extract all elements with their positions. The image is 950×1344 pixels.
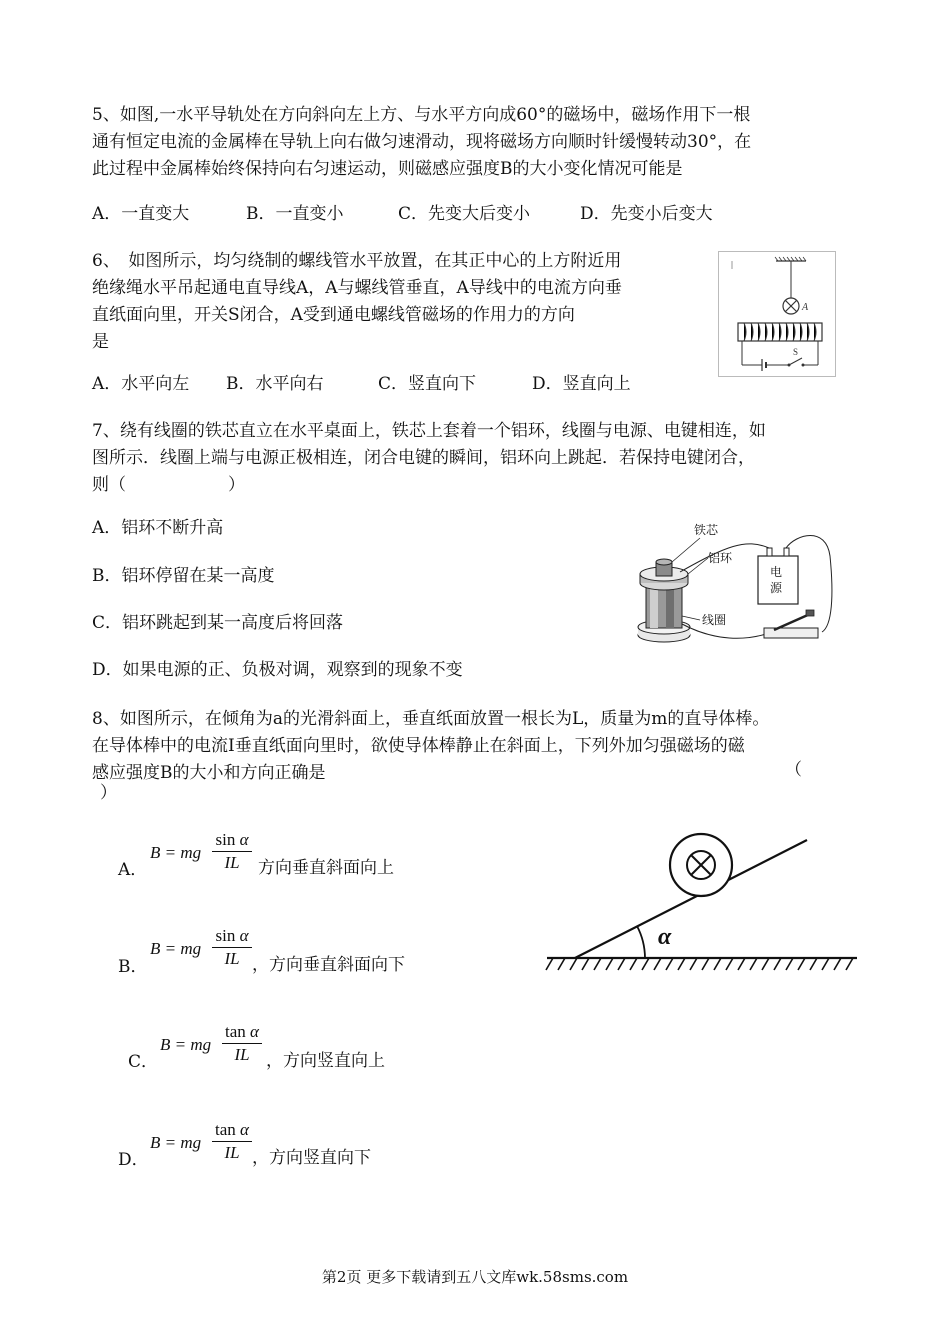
- angle-label: α: [658, 924, 672, 950]
- question-7-option-a: A．铝环不断升高: [92, 518, 224, 538]
- question-8-paren-close: ）: [100, 783, 117, 803]
- question-8-option-c-text: ，方向竖直向上: [266, 1051, 385, 1071]
- question-6-line: 6、 如图所示，均匀绕制的螺线管水平放置，在其正中心的上方附近用: [92, 251, 622, 271]
- solenoid-diagram: [718, 251, 836, 377]
- formula-den: IL: [234, 1045, 250, 1064]
- question-8-line: 8、如图所示，在倾角为a的光滑斜面上，垂直纸面放置一根长为L，质量为m的直导体棒。: [92, 709, 770, 729]
- question-8-option-c-letter: C．: [128, 1052, 159, 1072]
- formula-den: IL: [224, 1143, 240, 1162]
- question-5-option-c: C．先变大后变小: [398, 204, 531, 224]
- question-5-option-d: D．先变小后变大: [580, 204, 713, 224]
- formula-var: α: [239, 830, 249, 849]
- question-8-option-b-text: ，方向垂直斜面向下: [252, 955, 405, 975]
- ring-label: 铝环: [708, 551, 733, 565]
- question-7-line: 则（ ）: [92, 475, 245, 495]
- iron-core-label: 铁芯: [694, 523, 719, 537]
- question-6-line: 绝缘绳水平吊起通电直导线A，A与螺线管垂直，A导线中的电流方向垂: [92, 278, 622, 298]
- question-6-option-b: B．水平向右: [226, 374, 324, 394]
- coil-label: 线圈: [702, 613, 727, 627]
- power-source-icon: [758, 556, 798, 604]
- question-6-line: 是: [92, 332, 109, 352]
- incline-figure: [545, 822, 860, 974]
- question-8-line: 在导体棒中的电流I垂直纸面向里时，欲使导体棒静止在斜面上，下列外加匀强磁场的磁: [92, 736, 745, 756]
- question-7-option-c: C．铝环跳起到某一高度后将回落: [92, 613, 344, 633]
- question-8-stem: [92, 706, 769, 787]
- ground-hatching: [546, 958, 853, 970]
- angle-arc: [637, 926, 645, 958]
- formula-var: α: [239, 926, 249, 945]
- question-8-option-d-text: ，方向竖直向下: [252, 1148, 371, 1168]
- formula-fn: sin: [215, 830, 236, 849]
- question-7-line: 图所示．线圈上端与电源正极相连，闭合电键的瞬间，铝环向上跳起．若保持电键闭合，: [92, 448, 755, 468]
- coil-ring-figure: [636, 516, 841, 650]
- formula-fn: tan: [225, 1022, 246, 1041]
- question-8-line: 感应强度B的大小和方向正确是: [92, 763, 326, 783]
- formula-den: IL: [224, 853, 240, 872]
- formula-den: IL: [224, 949, 240, 968]
- question-6-option-c: C．竖直向下: [378, 374, 477, 394]
- coil-ring-diagram: [636, 516, 841, 650]
- question-5-stem: [92, 102, 751, 183]
- page-footer: 第2页 更多下载请到五八文库wk.58sms.com: [321, 1268, 629, 1286]
- formula-var: α: [240, 1120, 249, 1139]
- question-5-option-b: B．一直变小: [246, 204, 344, 224]
- question-8-option-d-formula: [150, 1120, 260, 1170]
- formula-lhs: B = mg: [160, 1035, 212, 1054]
- formula-var: α: [250, 1022, 259, 1041]
- question-8-option-c-formula: [160, 1022, 270, 1072]
- question-5-line: 此过程中金属棒始终保持向右匀速运动，则磁感应强度B的大小变化情况可能是: [92, 159, 683, 179]
- formula-fn: sin: [215, 926, 236, 945]
- question-8-paren-open: （: [785, 760, 802, 780]
- question-8-option-b-formula: [150, 926, 260, 976]
- question-6-stem: [92, 248, 622, 356]
- question-5-line: 5、如图,一水平导轨处在方向斜向左上方、与水平方向成60°的磁场中，磁场作用下一根: [92, 105, 751, 125]
- incline-diagram: [545, 822, 860, 974]
- switch-label: S: [793, 347, 799, 357]
- question-7-option-b: B．铝环停留在某一高度: [92, 566, 275, 586]
- question-7-option-d: D．如果电源的正、负极对调，观察到的现象不变: [92, 660, 463, 680]
- formula-lhs: B = mg: [150, 939, 202, 958]
- question-7-stem: [92, 418, 766, 499]
- question-5-line: 通有恒定电流的金属棒在导轨上向右做匀速滑动，现将磁场方向顺时针缓慢转动30°，在: [92, 132, 752, 152]
- question-8-option-a-formula: [150, 830, 260, 880]
- question-5-option-a: A．一直变大: [92, 204, 190, 224]
- formula-lhs: B = mg: [150, 1133, 202, 1152]
- question-7-line: 7、绕有线圈的铁芯直立在水平桌面上，铁芯上套着一个铝环，线圈与电源、电键相连，如: [92, 421, 766, 441]
- question-6-option-a: A．水平向左: [92, 374, 190, 394]
- question-6-line: 直纸面向里，开关S闭合，A受到通电螺线管磁场的作用力的方向: [92, 305, 575, 325]
- question-8-option-d-letter: D．: [118, 1150, 149, 1170]
- question-6-option-d: D．竖直向上: [532, 374, 631, 394]
- power-source-label-1: 电: [770, 565, 783, 579]
- solenoid-figure: [718, 251, 836, 377]
- wire-a-label: A: [802, 302, 809, 313]
- switch-icon: [764, 628, 818, 638]
- question-8-option-b-letter: B．: [118, 957, 148, 977]
- question-8-option-a-letter: A．: [118, 860, 148, 880]
- formula-fn: tan: [215, 1120, 236, 1139]
- power-source-label-2: 源: [770, 581, 783, 595]
- formula-lhs: B = mg: [150, 843, 202, 862]
- question-8-option-a-text: 方向垂直斜面向上: [258, 858, 394, 878]
